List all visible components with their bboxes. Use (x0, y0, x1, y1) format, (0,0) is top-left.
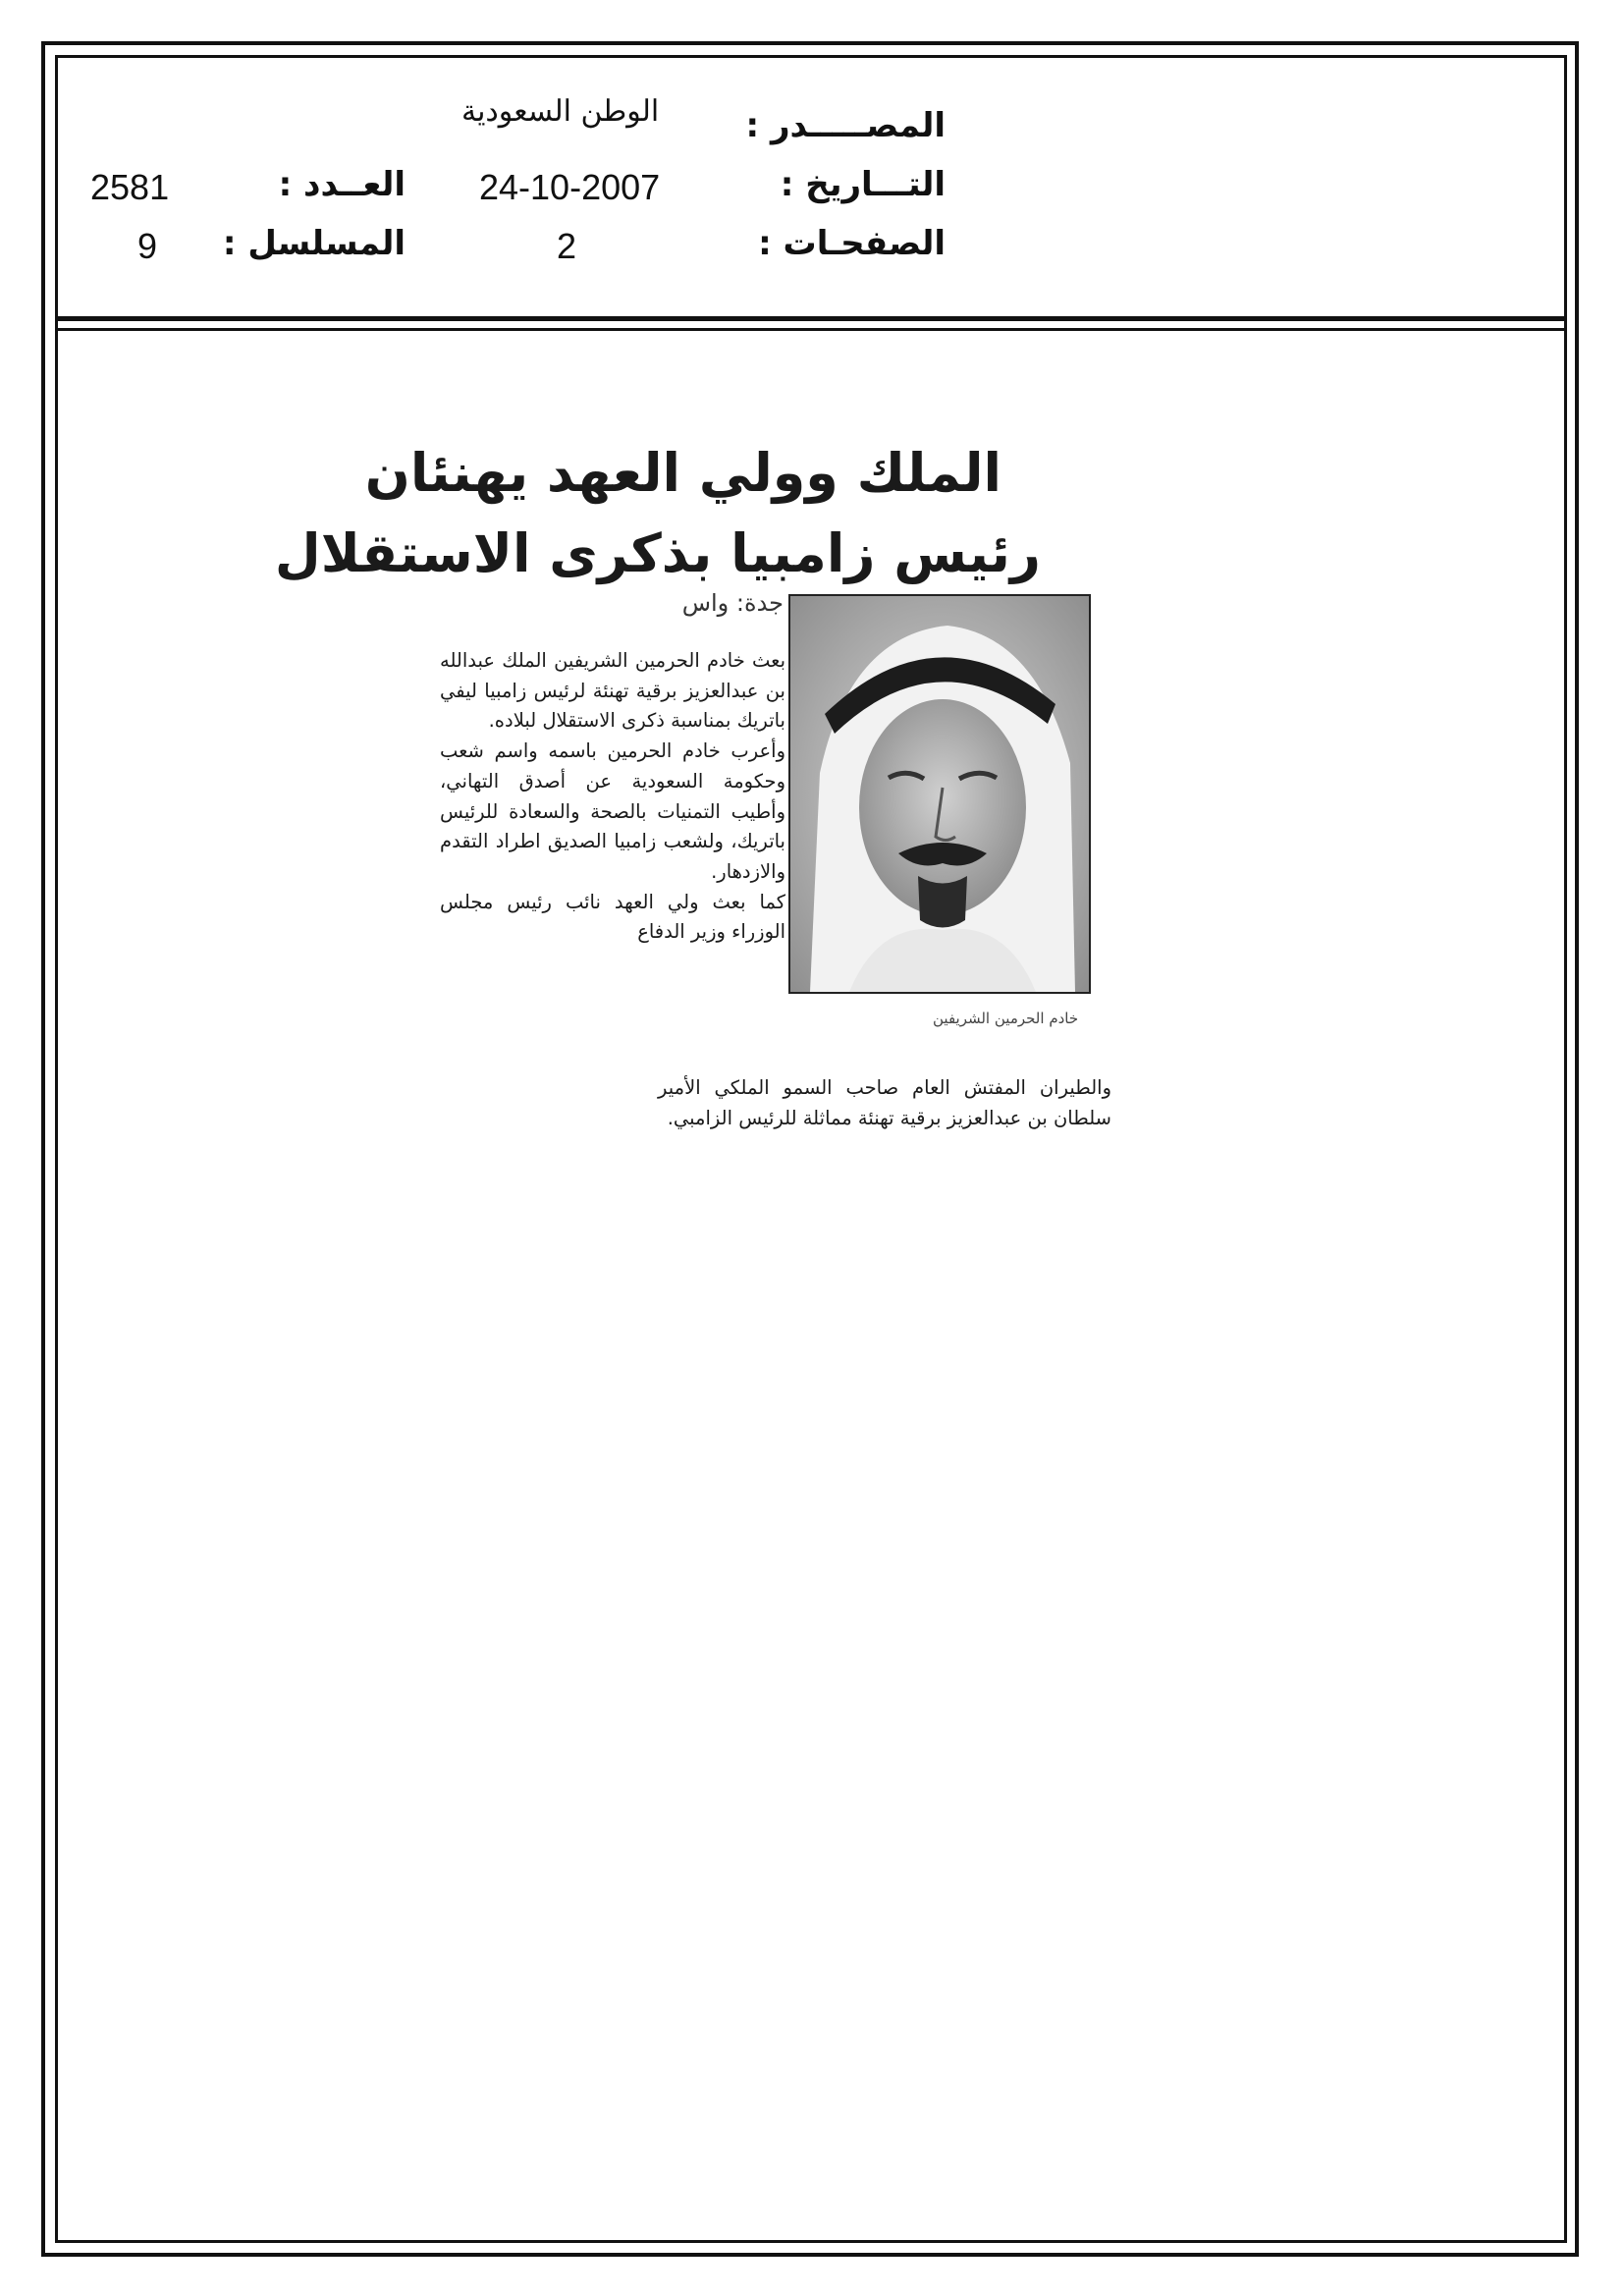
article-paragraph: وأعرب خادم الحرمين باسمه واسم شعب وحكومة السعودية عن أصدق التهاني، وأطيب التمنيات بالصحة والسعادة للرئيس باتريك، ولشعب زامبيا الصديق اطراد التقدم والازدهار. (440, 739, 785, 883)
serial-value: 9 (137, 226, 158, 266)
article-paragraph: كما بعث ولي العهد نائب رئيس مجلس الوزراء وزير الدفاع (440, 890, 785, 944)
issue-value: 2581 (90, 167, 170, 207)
issue-label: العــدد : (278, 165, 406, 204)
portrait-image (790, 596, 1089, 992)
date-value: 24-10-2007 (479, 167, 661, 207)
headline-line-2: رئيس زامبيا بذكرى الاستقلال (274, 522, 1041, 584)
source-label: المصـــــدر : (745, 106, 946, 145)
headline-line-1: الملك وولي العهد يهنئان (364, 442, 1001, 504)
article-paragraph: بعث خادم الحرمين الشريفين الملك عبدالله بن عبدالعزيز برقية تهنئة لرئيس زامبيا ليفي باتريك بمناسبة ذكرى الاستقلال لبلاده. (440, 649, 785, 733)
header-divider-thin (55, 328, 1567, 331)
header-divider (55, 316, 1567, 321)
pages-label: الصفحـات : (758, 224, 946, 263)
serial-label: المسلسل : (222, 224, 406, 263)
portrait-photo (788, 594, 1091, 994)
article-body (440, 646, 785, 948)
photo-caption: خادم الحرمين الشريفين (933, 1010, 1079, 1027)
pages-value: 2 (557, 226, 577, 266)
source-value: الوطن السعودية (461, 94, 660, 129)
inner-frame (55, 55, 1567, 2243)
article-paragraph-wide: والطيران المفتش العام صاحب السمو الملكي الأمير سلطان بن عبدالعزيز برقية تهنئة مماثلة للرئيس الزامبي. (658, 1076, 1111, 1129)
date-label: التـــاريخ : (780, 165, 946, 204)
byline: جدة: واس (681, 589, 784, 617)
